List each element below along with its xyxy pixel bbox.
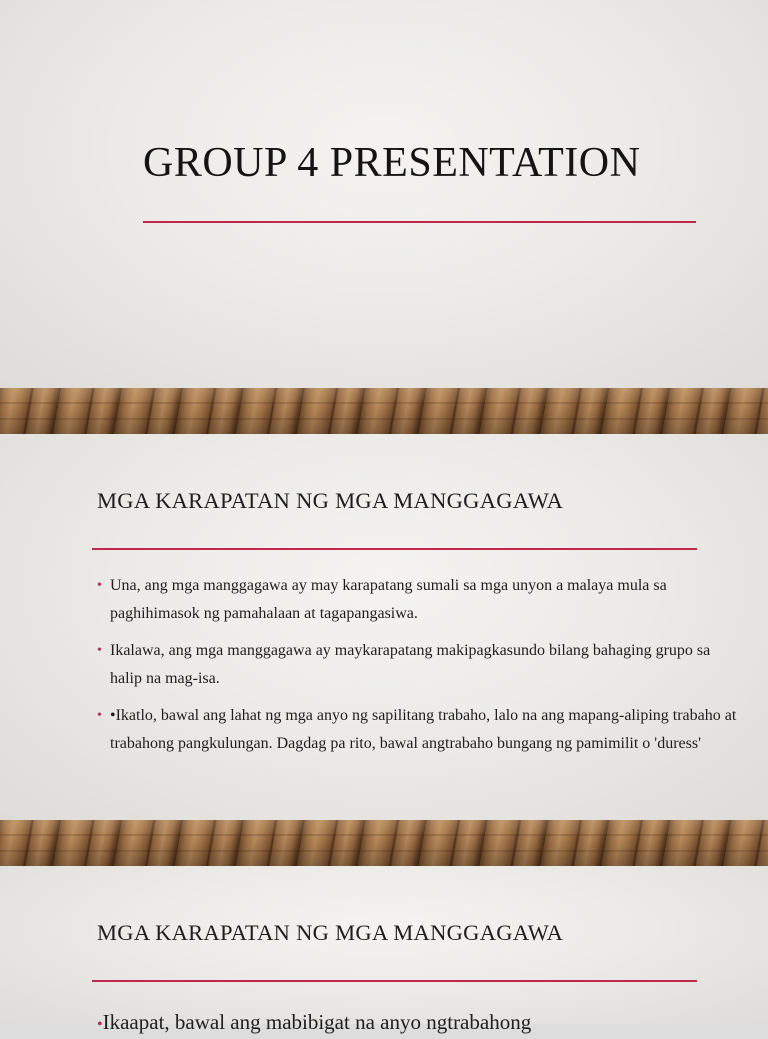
- presentation-title: GROUP 4 PRESENTATION: [143, 140, 641, 186]
- bullet-icon: •: [97, 643, 102, 658]
- slide-title: [0, 0, 768, 388]
- bullet-icon: •: [97, 708, 102, 723]
- wood-floor-divider: [0, 820, 768, 866]
- wood-floor-divider: [0, 388, 768, 434]
- bullet-text-partial: [97, 1008, 737, 1039]
- bullet-text: Ikaapat, bawal ang mabibigat na anyo ngtrabahong: [102, 1010, 532, 1034]
- list-item: [97, 637, 737, 693]
- bullet-text: Ikalawa, ang mga manggagawa ay maykarapatang makipagkasundo bilang bahaging grupo sa halip na mag-isa.: [110, 642, 711, 687]
- list-item: [97, 572, 737, 628]
- bullet-icon: •: [97, 578, 102, 593]
- slide-rights-2: [0, 866, 768, 1034]
- heading-accent-line: [92, 980, 697, 982]
- bullet-text: •Ikatlo, bawal ang lahat ng mga anyo ng sapilitang trabaho, lalo na ang mapang-aliping trabaho at trabahong pangkulungan. Dagdag pa rito, bawal angtrabaho bungang ng pamimilit o 'duress': [110, 707, 737, 752]
- heading-accent-line: [92, 548, 697, 550]
- bullet-list: [97, 572, 737, 767]
- slide-rights-1: [0, 434, 768, 820]
- bullet-icon: •: [97, 1016, 103, 1033]
- slide-heading: MGA KARAPATAN NG MGA MANGGAGAWA: [97, 920, 564, 945]
- list-item: [97, 702, 737, 758]
- slide-heading: MGA KARAPATAN NG MGA MANGGAGAWA: [97, 488, 564, 513]
- title-accent-line: [143, 221, 696, 223]
- bullet-text: Una, ang mga manggagawa ay may karapatang sumali sa mga unyon a malaya mula sa paghihimasok ng pamahalaan at tagapangasiwa.: [110, 577, 667, 622]
